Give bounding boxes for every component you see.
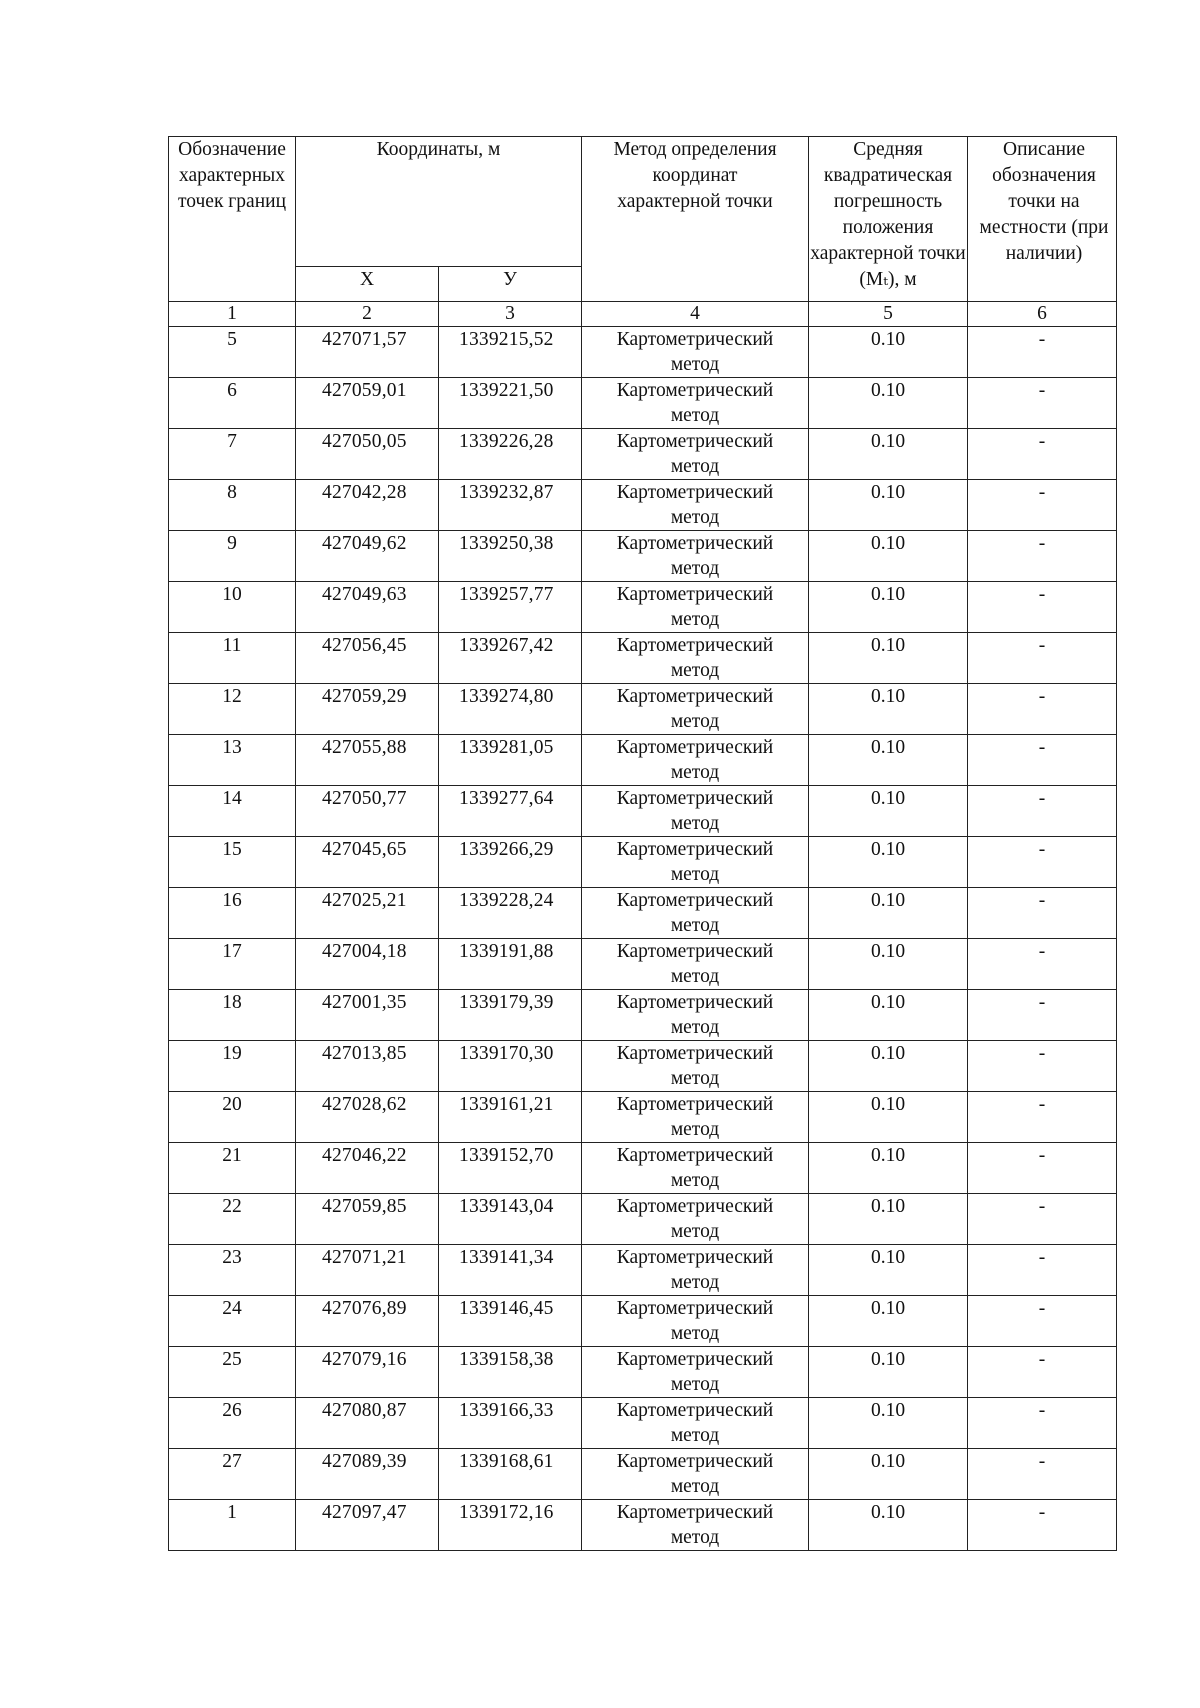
header-point-designation: Обозначение характерных точек границ	[169, 137, 296, 302]
method-text: Картометрический	[616, 635, 774, 656]
column-number: 3	[439, 302, 582, 327]
error-cell: 0.10	[809, 1398, 968, 1449]
table-row	[169, 837, 1117, 888]
table-row	[169, 1092, 1117, 1143]
table-row	[169, 888, 1117, 939]
method-text: Картометрический	[616, 1451, 774, 1472]
description-cell: -	[968, 786, 1117, 837]
point-designation-cell: 8	[169, 480, 296, 531]
x-coordinate-cell: 427059,85	[296, 1194, 439, 1245]
table-row	[169, 939, 1117, 990]
method-cell	[582, 1398, 809, 1449]
method-text: Картометрический	[616, 1502, 774, 1523]
table-row	[169, 1041, 1117, 1092]
table-row	[169, 684, 1117, 735]
point-designation-cell: 17	[169, 939, 296, 990]
description-cell: -	[968, 1245, 1117, 1296]
description-cell: -	[968, 990, 1117, 1041]
method-text: Картометрический	[616, 737, 774, 758]
point-designation-cell: 24	[169, 1296, 296, 1347]
error-cell: 0.10	[809, 1143, 968, 1194]
x-coordinate-cell: 427071,57	[296, 327, 439, 378]
method-text: Картометрический	[616, 1400, 774, 1421]
description-cell: -	[968, 1296, 1117, 1347]
error-cell: 0.10	[809, 378, 968, 429]
description-cell: -	[968, 378, 1117, 429]
x-coordinate-cell: 427013,85	[296, 1041, 439, 1092]
table-row	[169, 480, 1117, 531]
method-cell	[582, 735, 809, 786]
table-body	[169, 327, 1117, 1551]
point-designation-cell: 27	[169, 1449, 296, 1500]
y-coordinate-cell: 1339257,77	[439, 582, 582, 633]
header-description: Описание обозначения точки на местности (при наличии)	[968, 137, 1117, 302]
method-text: метод	[670, 1170, 720, 1191]
method-text: Картометрический	[616, 1145, 774, 1166]
method-text: Картометрический	[616, 584, 774, 605]
method-text: метод	[670, 915, 720, 936]
method-cell	[582, 1245, 809, 1296]
error-cell: 0.10	[809, 1500, 968, 1551]
error-cell: 0.10	[809, 786, 968, 837]
method-text: метод	[670, 762, 720, 783]
point-designation-cell: 9	[169, 531, 296, 582]
point-designation-cell: 1	[169, 1500, 296, 1551]
x-coordinate-cell: 427028,62	[296, 1092, 439, 1143]
method-text: метод	[670, 1374, 720, 1395]
table-row	[169, 1398, 1117, 1449]
column-number: 6	[968, 302, 1117, 327]
table-row	[169, 1245, 1117, 1296]
column-number-row	[169, 302, 1117, 327]
error-cell: 0.10	[809, 1296, 968, 1347]
x-coordinate-cell: 427097,47	[296, 1500, 439, 1551]
method-text: Картометрический	[616, 839, 774, 860]
point-designation-cell: 5	[169, 327, 296, 378]
x-coordinate-cell: 427076,89	[296, 1296, 439, 1347]
method-text: метод	[670, 1017, 720, 1038]
description-cell: -	[968, 1500, 1117, 1551]
method-cell	[582, 1143, 809, 1194]
table-row	[169, 327, 1117, 378]
point-designation-cell: 19	[169, 1041, 296, 1092]
table-header-row	[169, 137, 1117, 267]
error-cell: 0.10	[809, 990, 968, 1041]
point-designation-cell: 7	[169, 429, 296, 480]
point-designation-cell: 6	[169, 378, 296, 429]
point-designation-cell: 18	[169, 990, 296, 1041]
method-text: Картометрический	[616, 686, 774, 707]
point-designation-cell: 15	[169, 837, 296, 888]
x-coordinate-cell: 427056,45	[296, 633, 439, 684]
method-text: Картометрический	[616, 1094, 774, 1115]
method-text: Картометрический	[616, 1247, 774, 1268]
description-cell: -	[968, 633, 1117, 684]
y-coordinate-cell: 1339232,87	[439, 480, 582, 531]
y-coordinate-cell: 1339215,52	[439, 327, 582, 378]
x-coordinate-cell: 427049,63	[296, 582, 439, 633]
point-designation-cell: 23	[169, 1245, 296, 1296]
x-coordinate-cell: 427079,16	[296, 1347, 439, 1398]
coordinates-table	[168, 136, 1117, 1551]
method-cell	[582, 531, 809, 582]
x-coordinate-cell: 427059,29	[296, 684, 439, 735]
method-cell	[582, 786, 809, 837]
table-row	[169, 378, 1117, 429]
y-coordinate-cell: 1339191,88	[439, 939, 582, 990]
y-coordinate-cell: 1339281,05	[439, 735, 582, 786]
y-coordinate-cell: 1339277,64	[439, 786, 582, 837]
method-cell	[582, 939, 809, 990]
description-cell: -	[968, 429, 1117, 480]
error-cell: 0.10	[809, 1041, 968, 1092]
error-cell: 0.10	[809, 1092, 968, 1143]
method-cell	[582, 1041, 809, 1092]
method-cell	[582, 1449, 809, 1500]
method-text: метод	[670, 966, 720, 987]
method-text: метод	[670, 1425, 720, 1446]
method-text: метод	[670, 1119, 720, 1140]
method-text: Картометрический	[616, 941, 774, 962]
x-coordinate-cell: 427089,39	[296, 1449, 439, 1500]
column-number: 1	[169, 302, 296, 327]
x-coordinate-cell: 427071,21	[296, 1245, 439, 1296]
description-cell: -	[968, 888, 1117, 939]
error-cell: 0.10	[809, 1347, 968, 1398]
x-coordinate-cell: 427050,05	[296, 429, 439, 480]
y-coordinate-cell: 1339226,28	[439, 429, 582, 480]
method-cell	[582, 1296, 809, 1347]
error-cell: 0.10	[809, 735, 968, 786]
column-number: 5	[809, 302, 968, 327]
y-coordinate-cell: 1339168,61	[439, 1449, 582, 1500]
point-designation-cell: 13	[169, 735, 296, 786]
point-designation-cell: 20	[169, 1092, 296, 1143]
table-row	[169, 633, 1117, 684]
method-text: метод	[670, 609, 720, 630]
table-row	[169, 786, 1117, 837]
method-text: Картометрический	[616, 380, 774, 401]
description-cell: -	[968, 1347, 1117, 1398]
method-cell	[582, 1347, 809, 1398]
method-text: Картометрический	[616, 1349, 774, 1370]
description-cell: -	[968, 735, 1117, 786]
method-text: метод	[670, 405, 720, 426]
method-text: метод	[670, 813, 720, 834]
description-cell: -	[968, 1041, 1117, 1092]
point-designation-cell: 26	[169, 1398, 296, 1449]
error-cell: 0.10	[809, 939, 968, 990]
point-designation-cell: 12	[169, 684, 296, 735]
y-coordinate-cell: 1339172,16	[439, 1500, 582, 1551]
method-cell	[582, 990, 809, 1041]
description-cell: -	[968, 582, 1117, 633]
error-cell: 0.10	[809, 429, 968, 480]
y-coordinate-cell: 1339152,70	[439, 1143, 582, 1194]
method-cell	[582, 378, 809, 429]
y-coordinate-cell: 1339179,39	[439, 990, 582, 1041]
method-cell	[582, 1194, 809, 1245]
table-row	[169, 429, 1117, 480]
error-cell: 0.10	[809, 480, 968, 531]
y-coordinate-cell: 1339267,42	[439, 633, 582, 684]
y-coordinate-cell: 1339161,21	[439, 1092, 582, 1143]
column-number: 2	[296, 302, 439, 327]
error-cell: 0.10	[809, 1194, 968, 1245]
error-cell: 0.10	[809, 1245, 968, 1296]
header-coordinates: Координаты, м	[296, 137, 582, 267]
header-mean-square-error: Средняя квадратическая погрешность положения характерной точки (Мₜ), м	[809, 137, 968, 302]
x-coordinate-cell: 427045,65	[296, 837, 439, 888]
x-coordinate-cell: 427042,28	[296, 480, 439, 531]
table-row	[169, 1194, 1117, 1245]
y-coordinate-cell: 1339158,38	[439, 1347, 582, 1398]
y-coordinate-cell: 1339221,50	[439, 378, 582, 429]
method-text: Картометрический	[616, 329, 774, 350]
method-text: Картометрический	[616, 533, 774, 554]
x-coordinate-cell: 427059,01	[296, 378, 439, 429]
method-text: метод	[670, 711, 720, 732]
method-text: метод	[670, 1221, 720, 1242]
x-coordinate-cell: 427080,87	[296, 1398, 439, 1449]
description-cell: -	[968, 1092, 1117, 1143]
column-number: 4	[582, 302, 809, 327]
method-text: метод	[670, 354, 720, 375]
header-y: У	[439, 267, 582, 302]
table-row	[169, 990, 1117, 1041]
description-cell: -	[968, 1449, 1117, 1500]
header-method: Метод определения координат характерной точки	[582, 137, 809, 302]
x-coordinate-cell: 427004,18	[296, 939, 439, 990]
method-cell	[582, 837, 809, 888]
table-row	[169, 1449, 1117, 1500]
x-coordinate-cell: 427049,62	[296, 531, 439, 582]
method-text: метод	[670, 507, 720, 528]
y-coordinate-cell: 1339141,34	[439, 1245, 582, 1296]
error-cell: 0.10	[809, 684, 968, 735]
point-designation-cell: 25	[169, 1347, 296, 1398]
method-cell	[582, 429, 809, 480]
description-cell: -	[968, 939, 1117, 990]
method-text: метод	[670, 1527, 720, 1548]
y-coordinate-cell: 1339166,33	[439, 1398, 582, 1449]
x-coordinate-cell: 427050,77	[296, 786, 439, 837]
method-text: метод	[670, 1068, 720, 1089]
description-cell: -	[968, 531, 1117, 582]
method-cell	[582, 1500, 809, 1551]
description-cell: -	[968, 480, 1117, 531]
error-cell: 0.10	[809, 1449, 968, 1500]
x-coordinate-cell: 427025,21	[296, 888, 439, 939]
method-text: метод	[670, 1272, 720, 1293]
y-coordinate-cell: 1339143,04	[439, 1194, 582, 1245]
description-cell: -	[968, 837, 1117, 888]
table-row	[169, 531, 1117, 582]
point-designation-cell: 11	[169, 633, 296, 684]
y-coordinate-cell: 1339266,29	[439, 837, 582, 888]
table-row	[169, 735, 1117, 786]
error-cell: 0.10	[809, 531, 968, 582]
method-cell	[582, 684, 809, 735]
method-cell	[582, 327, 809, 378]
description-cell: -	[968, 1143, 1117, 1194]
method-text: метод	[670, 456, 720, 477]
error-cell: 0.10	[809, 888, 968, 939]
method-text: метод	[670, 1476, 720, 1497]
point-designation-cell: 14	[169, 786, 296, 837]
method-cell	[582, 633, 809, 684]
table-row	[169, 1143, 1117, 1194]
method-text: Картометрический	[616, 1298, 774, 1319]
description-cell: -	[968, 1398, 1117, 1449]
y-coordinate-cell: 1339274,80	[439, 684, 582, 735]
point-designation-cell: 21	[169, 1143, 296, 1194]
table-row	[169, 1347, 1117, 1398]
error-cell: 0.10	[809, 633, 968, 684]
method-cell	[582, 1092, 809, 1143]
point-designation-cell: 10	[169, 582, 296, 633]
description-cell: -	[968, 1194, 1117, 1245]
method-cell	[582, 888, 809, 939]
method-text: метод	[670, 1323, 720, 1344]
y-coordinate-cell: 1339228,24	[439, 888, 582, 939]
method-cell	[582, 480, 809, 531]
x-coordinate-cell: 427046,22	[296, 1143, 439, 1194]
error-cell: 0.10	[809, 837, 968, 888]
error-cell: 0.10	[809, 327, 968, 378]
table-row	[169, 1296, 1117, 1347]
method-text: метод	[670, 558, 720, 579]
method-text: Картометрический	[616, 992, 774, 1013]
method-text: Картометрический	[616, 788, 774, 809]
table-row	[169, 582, 1117, 633]
table-row	[169, 1500, 1117, 1551]
y-coordinate-cell: 1339250,38	[439, 531, 582, 582]
error-cell: 0.10	[809, 582, 968, 633]
point-designation-cell: 22	[169, 1194, 296, 1245]
method-text: Картометрический	[616, 890, 774, 911]
x-coordinate-cell: 427001,35	[296, 990, 439, 1041]
x-coordinate-cell: 427055,88	[296, 735, 439, 786]
description-cell: -	[968, 684, 1117, 735]
method-cell	[582, 582, 809, 633]
method-text: Картометрический	[616, 1196, 774, 1217]
header-x: X	[296, 267, 439, 302]
document-page	[168, 136, 1116, 1551]
method-text: Картометрический	[616, 1043, 774, 1064]
method-text: Картометрический	[616, 482, 774, 503]
description-cell: -	[968, 327, 1117, 378]
method-text: Картометрический	[616, 431, 774, 452]
point-designation-cell: 16	[169, 888, 296, 939]
y-coordinate-cell: 1339146,45	[439, 1296, 582, 1347]
method-text: метод	[670, 660, 720, 681]
method-text: метод	[670, 864, 720, 885]
y-coordinate-cell: 1339170,30	[439, 1041, 582, 1092]
